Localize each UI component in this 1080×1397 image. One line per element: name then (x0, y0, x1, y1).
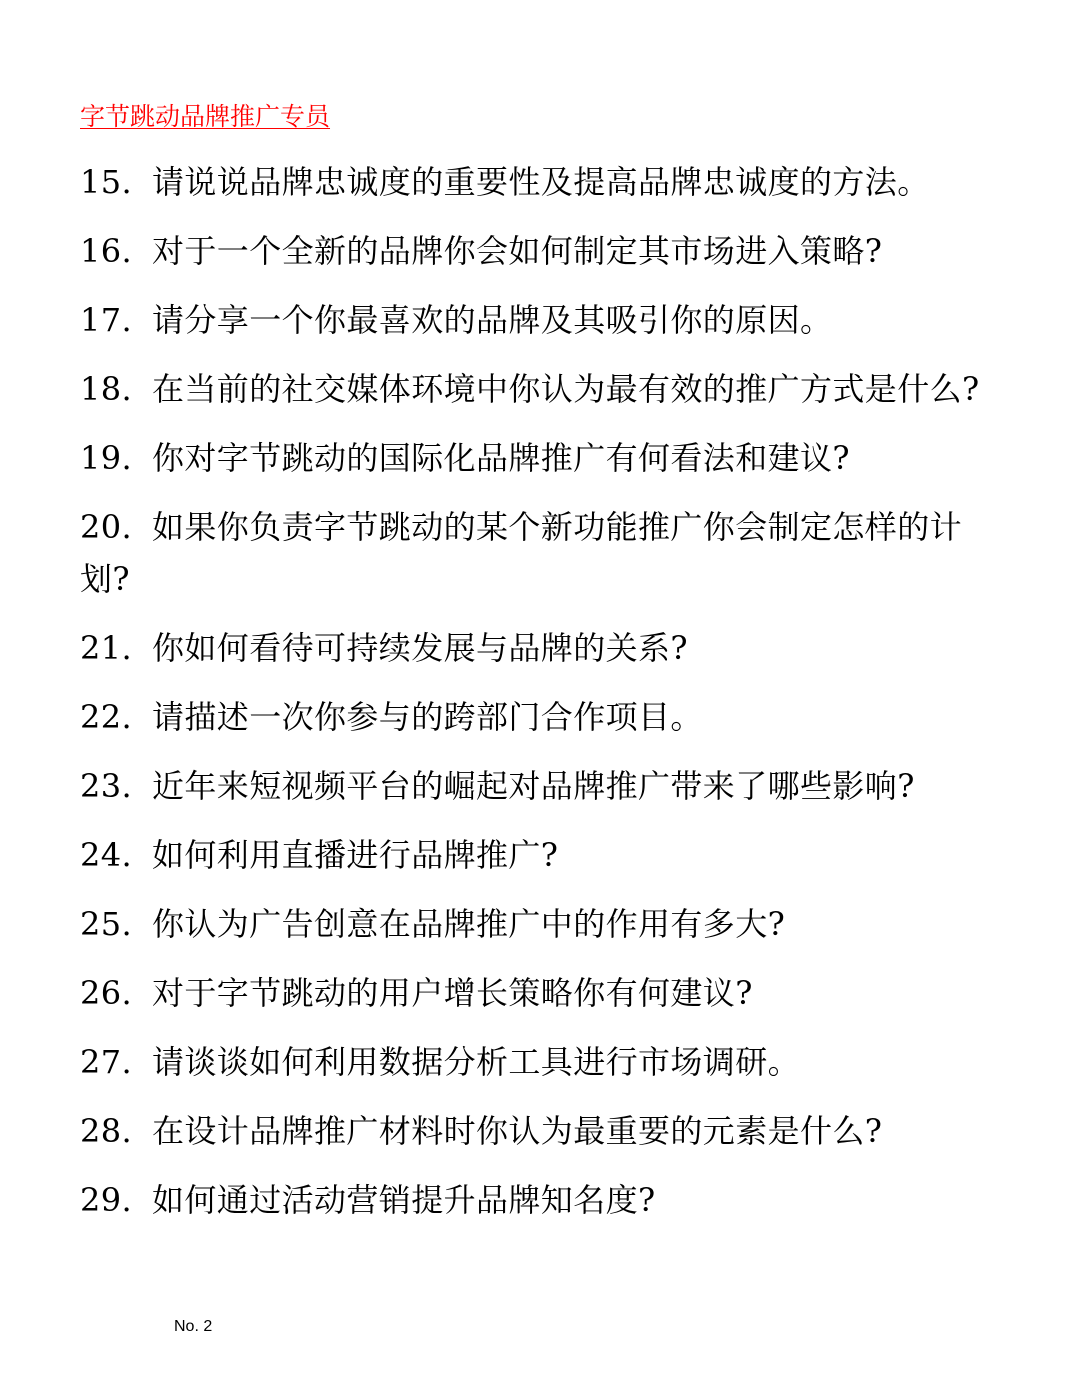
document-title-link[interactable]: 字节跳动品牌推广专员 (80, 102, 331, 131)
question-text: 如何利用直播进行品牌推广? (152, 836, 559, 874)
question-number: 24. (80, 836, 133, 874)
question-number: 17. (80, 301, 133, 339)
question-item-29 (80, 1174, 1055, 1226)
question-item-22 (80, 691, 1055, 743)
question-text: 对于一个全新的品牌你会如何制定其市场进入策略? (152, 232, 883, 270)
question-list (80, 156, 1055, 1243)
question-item-27 (80, 1036, 1055, 1088)
question-number: 26. (80, 974, 133, 1012)
question-item-17 (80, 294, 1055, 346)
question-number: 15. (80, 163, 133, 201)
question-item-21 (80, 622, 1055, 674)
question-text: 请谈谈如何利用数据分析工具进行市场调研。 (152, 1043, 801, 1081)
page-number: No. 2 (174, 1318, 213, 1335)
question-number: 27. (80, 1043, 133, 1081)
question-item-19 (80, 432, 1055, 484)
question-number: 23. (80, 767, 133, 805)
question-number: 28. (80, 1112, 133, 1150)
question-text: 对于字节跳动的用户增长策略你有何建议? (152, 974, 753, 1012)
question-number: 16. (80, 232, 133, 270)
question-text: 你如何看待可持续发展与品牌的关系? (152, 629, 688, 667)
question-text: 请描述一次你参与的跨部门合作项目。 (152, 698, 703, 736)
question-number: 18. (80, 370, 133, 408)
question-number: 19. (80, 439, 133, 477)
question-item-23 (80, 760, 1055, 812)
question-number: 20. (80, 508, 133, 546)
question-item-24 (80, 829, 1055, 881)
question-text: 如何通过活动营销提升品牌知名度? (152, 1181, 656, 1219)
question-number: 21. (80, 629, 133, 667)
question-item-16 (80, 225, 1055, 277)
question-text: 你认为广告创意在品牌推广中的作用有多大? (152, 905, 786, 943)
question-text: 在设计品牌推广材料时你认为最重要的元素是什么? (152, 1112, 883, 1150)
question-text: 如果你负责字节跳动的某个新功能推广你会制定怎样的计划? (80, 508, 963, 598)
question-item-15 (80, 156, 1055, 208)
question-number: 29. (80, 1181, 133, 1219)
question-item-28 (80, 1105, 1055, 1157)
question-item-18 (80, 363, 980, 415)
question-text: 你对字节跳动的国际化品牌推广有何看法和建议? (152, 439, 850, 477)
question-item-26 (80, 967, 1055, 1019)
question-text: 在当前的社交媒体环境中你认为最有效的推广方式是什么? (152, 370, 980, 408)
question-text: 请说说品牌忠诚度的重要性及提高品牌忠诚度的方法。 (152, 163, 930, 201)
question-item-25 (80, 898, 1055, 950)
question-number: 25. (80, 905, 133, 943)
question-item-20 (80, 501, 980, 605)
question-number: 22. (80, 698, 133, 736)
question-text: 近年来短视频平台的崛起对品牌推广带来了哪些影响? (152, 767, 915, 805)
question-text: 请分享一个你最喜欢的品牌及其吸引你的原因。 (152, 301, 833, 339)
